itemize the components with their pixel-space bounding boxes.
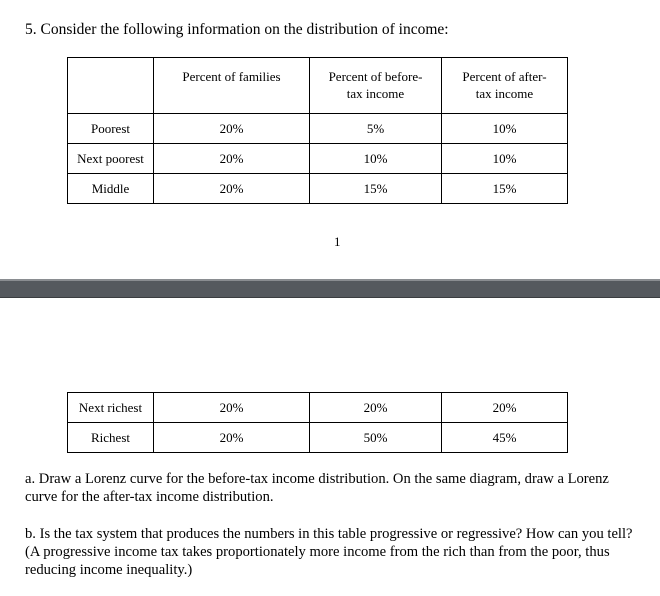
group-cell: Richest xyxy=(68,423,154,453)
header-families: Percent of families xyxy=(154,58,310,114)
question-title: 5. Consider the following information on the distribution of income: xyxy=(25,21,449,38)
page-number: 1 xyxy=(334,234,341,249)
before-tax-cell: 15% xyxy=(310,174,442,204)
table-header-row xyxy=(68,58,568,114)
group-cell: Poorest xyxy=(68,114,154,144)
families-cell: 20% xyxy=(154,114,310,144)
group-cell: Next richest xyxy=(68,393,154,423)
after-tax-cell: 20% xyxy=(442,393,568,423)
families-cell: 20% xyxy=(154,393,310,423)
families-cell: 20% xyxy=(154,423,310,453)
after-tax-cell: 10% xyxy=(442,114,568,144)
header-before-tax: Percent of before- tax income xyxy=(310,58,442,114)
group-cell: Middle xyxy=(68,174,154,204)
part-a-text: a. Draw a Lorenz curve for the before-tax income distribution. On the same diagram, draw a Lorenz curve for the after-tax income distribution. xyxy=(25,471,609,505)
group-cell: Next poorest xyxy=(68,144,154,174)
families-cell: 20% xyxy=(154,144,310,174)
table-row xyxy=(68,144,568,174)
after-tax-cell: 15% xyxy=(442,174,568,204)
income-table-top xyxy=(67,57,568,204)
before-tax-cell: 5% xyxy=(310,114,442,144)
table-row xyxy=(68,393,568,423)
table-row xyxy=(68,174,568,204)
before-tax-cell: 20% xyxy=(310,393,442,423)
table-row xyxy=(68,114,568,144)
before-tax-cell: 10% xyxy=(310,144,442,174)
page-separator xyxy=(0,279,660,298)
income-table-bottom xyxy=(67,392,568,453)
header-after-tax: Percent of after- tax income xyxy=(442,58,568,114)
table-row xyxy=(68,423,568,453)
header-empty-cell xyxy=(68,58,154,114)
after-tax-cell: 45% xyxy=(442,423,568,453)
families-cell: 20% xyxy=(154,174,310,204)
part-b-text: b. Is the tax system that produces the numbers in this table progressive or regressive? How can you tell? (A progressive income tax takes proportionately more income from the rich than from the poor, thus reducing income inequality.) xyxy=(25,526,633,578)
before-tax-cell: 50% xyxy=(310,423,442,453)
after-tax-cell: 10% xyxy=(442,144,568,174)
